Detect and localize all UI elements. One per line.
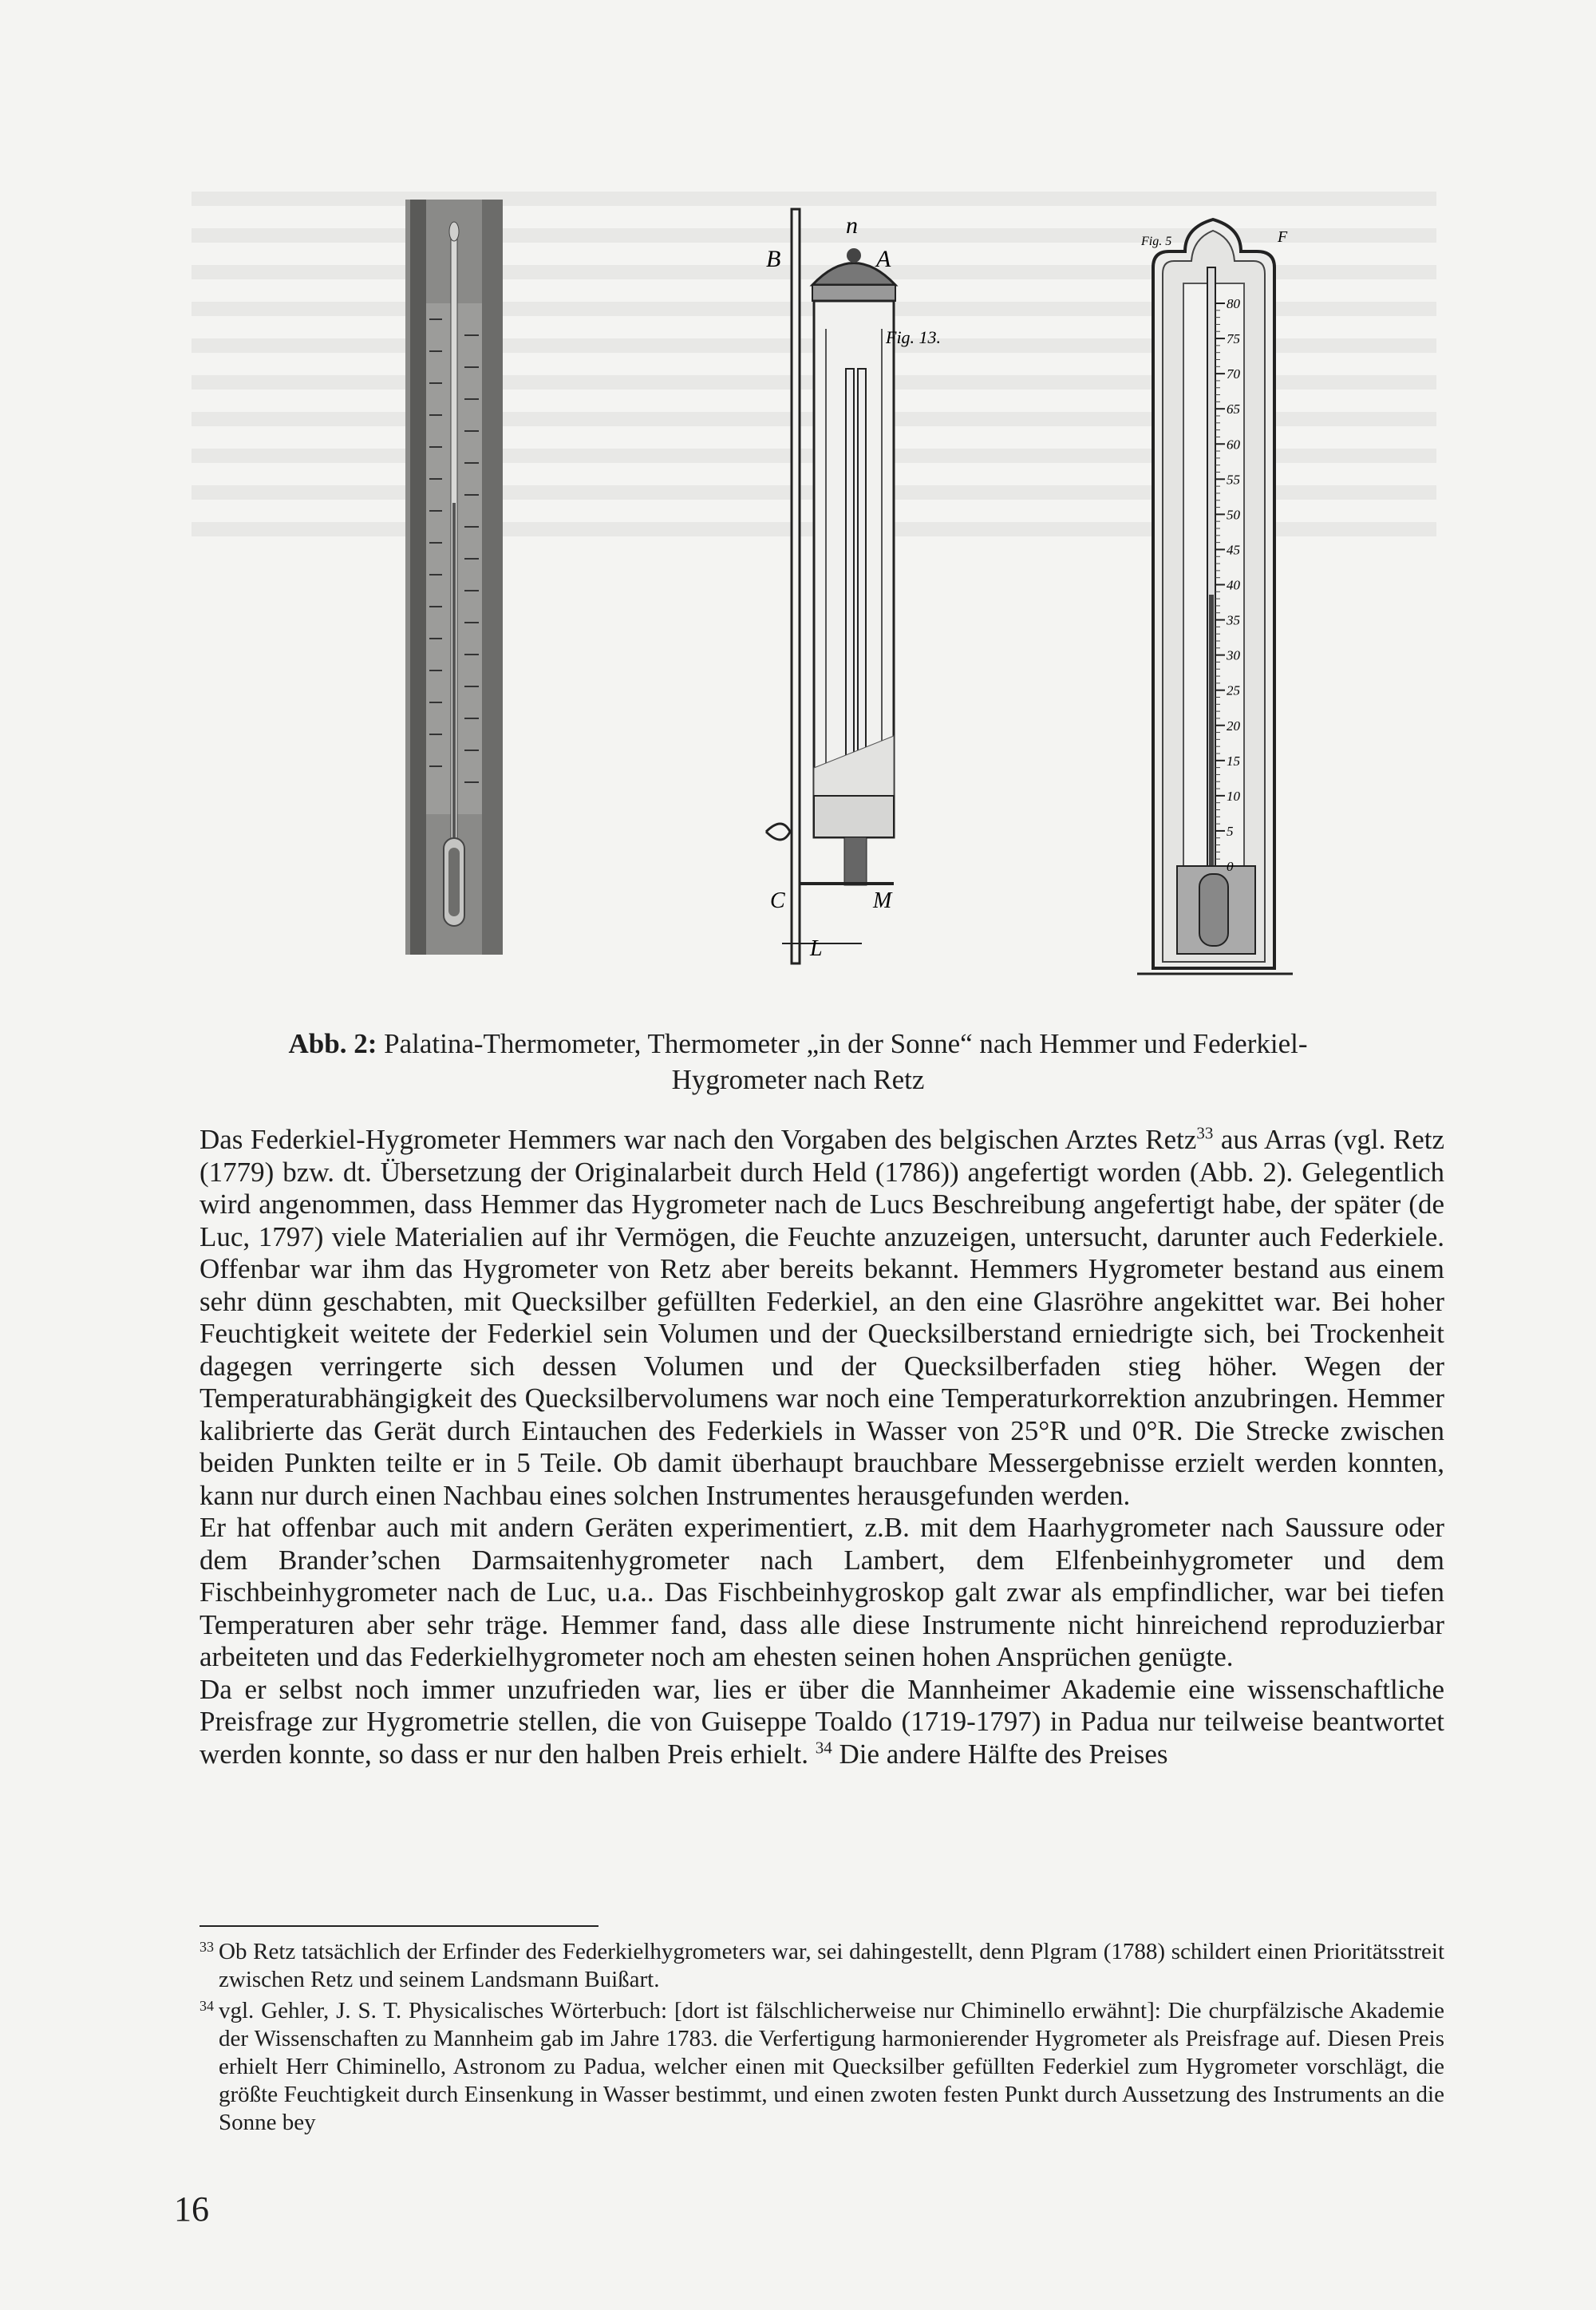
paragraph-3 (200, 1674, 1444, 1771)
scale-label: 70 (1227, 366, 1240, 382)
label-m: M (873, 888, 892, 913)
scale-label: 30 (1227, 647, 1240, 663)
scale-label: 5 (1227, 823, 1234, 839)
footnote-divider (200, 1925, 598, 1927)
scale-label: 25 (1227, 682, 1240, 698)
figure-label: Abb. 2: (288, 1028, 377, 1059)
label-c: C (770, 888, 785, 913)
scale-label: 50 (1227, 507, 1240, 523)
scale-label: 60 (1227, 437, 1240, 453)
scale-label: 80 (1227, 296, 1240, 311)
footnote-text: Ob Retz tatsächlich der Erfinder des Federkielhygrometers war, sei dahingestellt, denn Plgram (1788) schildert einen Prioritätsstreit zwischen Retz und seinem Landsmann Buißart. (219, 1939, 1444, 1992)
page-number: 16 (174, 2189, 209, 2229)
footnote-ref-34[interactable]: 34 (815, 1737, 832, 1757)
body-text (200, 1124, 1444, 1770)
scale-label: 75 (1227, 331, 1240, 347)
footnote-number: 33 (200, 1939, 214, 1955)
label-b: B (766, 246, 781, 272)
paragraph-1-part-a: Das Federkiel-Hygrometer Hemmers war nach den Vorgaben des belgischen Arztes Retz (200, 1124, 1197, 1155)
label-a: A (876, 246, 891, 272)
thermometer-in-der-sonne-engraving (734, 209, 942, 963)
footnote-33 (200, 1938, 1444, 1994)
footnote-ref-33[interactable]: 33 (1196, 1123, 1214, 1143)
scale-label: 45 (1227, 542, 1240, 558)
scale-label: 40 (1227, 577, 1240, 593)
label-l: L (810, 936, 823, 961)
label-fig-13: Fig. 13. (886, 327, 942, 347)
federkiel-hygrometer-engraving (1137, 212, 1293, 978)
footnotes (200, 1938, 1444, 2140)
footnote-text: vgl. Gehler, J. S. T. Physicalisches Wörterbuch: [dort ist fälschlicherweise nur Chiminello erwähnt]: Die churpfälzische Akademie der Wissenschaften zu Mannheim gab im Jahre 1783. die Verfertigung harmonierender Hygrometer als Preisfrage auf. Diesen Preis erhielt Herr Chiminello, Astronom zu Padua, welcher einen mit Quecksilber gefüllten Federkiel zum Hygrometer vorschlägt, die größte Feuchtigkeit durch Einsenkung in Wasser bestimmt, und einen zwoten festen Punkt durch Aussetzung des Instruments an die Sonne bey (219, 1998, 1444, 2135)
scale-label: 15 (1227, 753, 1240, 769)
paragraph-1 (200, 1124, 1444, 1512)
paragraph-3-part-b: Die andere Hälfte des Preises (832, 1738, 1168, 1770)
scale-label: 65 (1227, 401, 1240, 417)
scale-label: 10 (1227, 788, 1240, 804)
label-f: F (1278, 228, 1288, 246)
scale-label: 0 (1227, 859, 1234, 874)
footnote-34 (200, 1997, 1444, 2137)
figure-caption-text: Palatina-Thermometer, Thermometer „in der Sonne“ nach Hemmer und Federkiel-Hygrometer nach Retz (384, 1028, 1308, 1095)
paragraph-3-part-a: Da er selbst noch immer unzufrieden war, lies er über die Mannheimer Akademie eine wissenschaftliche Preisfrage zur Hygrometrie stellen, die von Guiseppe Toaldo (1719-1797) in Padua nur teilweise beantwortet werden konnte, so dass er nur den halben Preis erhielt. (200, 1673, 1444, 1770)
footnote-number: 34 (200, 1998, 214, 2014)
paragraph-1-part-b: aus Arras (vgl. Retz (1779) bzw. dt. Übersetzung der Originalarbeit durch Held (1786)) angefertigt worden (Abb. 2). Gelegentlich wird angenommen, dass Hemmer das Hygrometer nach de Lucs Beschreibung angefertigt habe, der später (de Luc, 1797) viele Materialien auf ihr Vermögen, die Feuchte anzuzeigen, untersucht, darunter auch Federkiele. Offenbar war ihm das Hygrometer von Retz aber bereits bekannt. Hemmers Hygrometer bestand aus einem sehr dünn geschabten, mit Quecksilber gefüllten Federkiel, an den eine Glasröhre angekittet war. Bei hoher Feuchtigkeit weitete der Federkiel sein Volumen und der Quecksilberstand erniedrigte sich, bei Trockenheit dagegen verringerte sich dessen Volumen und der Quecksilberfaden stieg höher. Wegen der Temperaturabhängigkeit des Quecksilbervolumens war noch eine Temperaturkorrektion anzubringen. Hemmer kalibrierte das Gerät durch Eintauchen des Federkiels in Wasser von 25°R und 0°R. Die Strecke zwischen beiden Punkten teilte er in 5 Teile. Ob damit überhaupt brauchbare Messergebnisse erzielt werden konnten, kann nur durch einen Nachbau eines solchen Instrumentes herausgefunden werden. (200, 1124, 1445, 1511)
palatina-thermometer-photo (405, 200, 503, 955)
scale-label: 55 (1227, 472, 1240, 488)
scale-label: 35 (1227, 612, 1240, 628)
paragraph-2: Er hat offenbar auch mit andern Geräten experimentiert, z.B. mit dem Haarhygrometer nach Saussure oder dem Brander’schen Darmsaitenhygrometer nach Lambert, dem Elfenbeinhygrometer und dem Fischbeinhygrometer nach de Luc, u.a.. Das Fischbeinhygroskop galt zwar als empfindlicher, war bei tiefen Temperaturen aber sehr träge. Hemmer fand, dass alle diese Instrumente nicht hinreichend reproduzierbar arbeiteten und das Federkielhygrometer noch am ehesten seinen hohen Ansprüchen genügte. (200, 1512, 1444, 1672)
label-fig-5: Fig. 5 (1141, 235, 1172, 248)
label-n: n (846, 212, 858, 239)
figure-caption (239, 1026, 1357, 1098)
scale-label: 20 (1227, 718, 1240, 734)
